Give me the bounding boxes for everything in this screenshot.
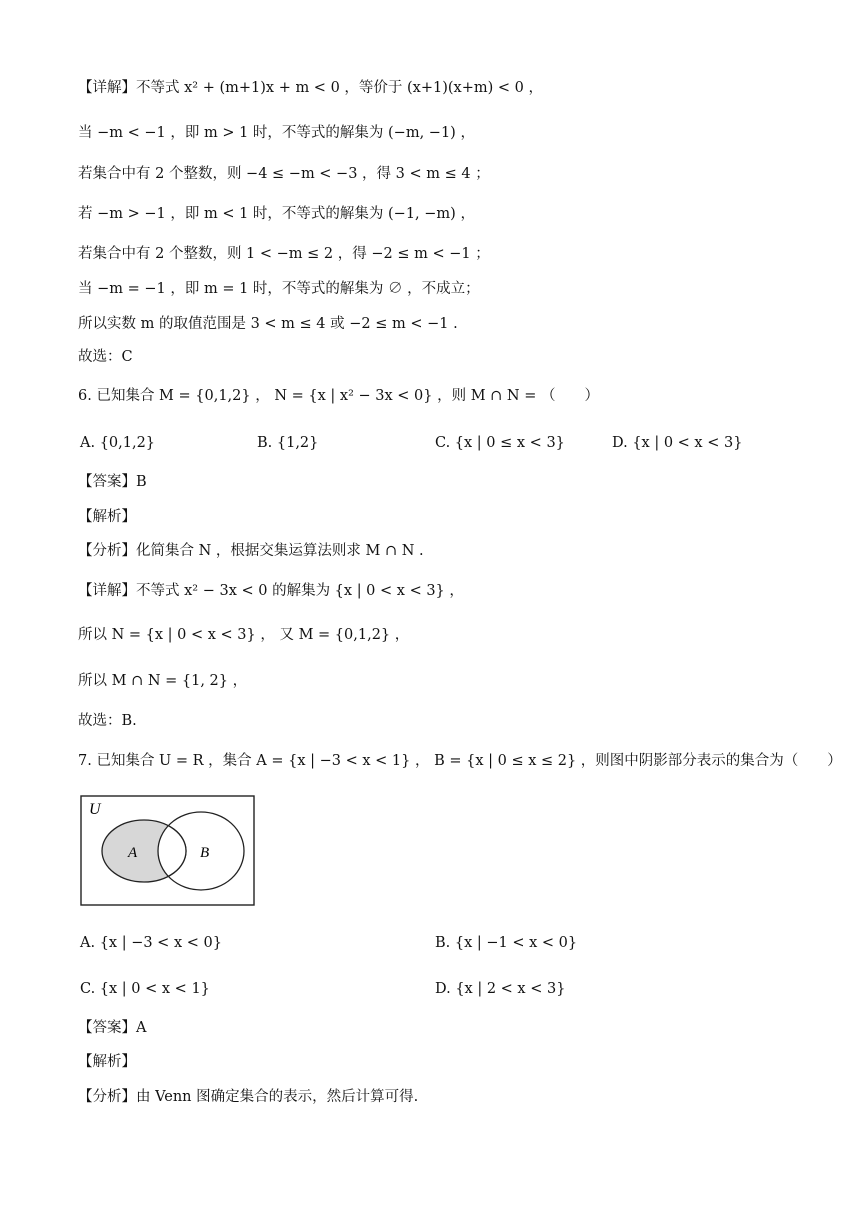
- q7-option-a: A. {x | −3 < x < 0}: [80, 935, 222, 951]
- q5-detail-line: 【详解】不等式 x² + (m+1)x + m < 0 ，等价于 (x+1)(x+m) < 0 ，: [78, 80, 543, 96]
- set-b-label: B: [200, 845, 210, 861]
- q6-detail-line: 所以 N = {x | 0 < x < 3} ， 又 M = {0,1,2} ，: [78, 627, 410, 643]
- q5-detail-line: 当 −m = −1 ，即 m = 1 时，不等式的解集为 ∅ ，不成立；: [78, 281, 480, 297]
- q7-stem: 7. 已知集合 U = R ，集合 A = {x | −3 < x < 1} ， B = {x | 0 ≤ x ≤ 2} ，则图中阴影部分表示的集合为（ ）: [78, 753, 842, 769]
- q6-detail-line: 【详解】不等式 x² − 3x < 0 的解集为 {x | 0 < x < 3} ，: [78, 583, 464, 599]
- q6-stem: 6. 已知集合 M = {0,1,2} ， N = {x | x² − 3x < 0} ，则 M ∩ N = （ ）: [78, 388, 599, 404]
- q7-analysis: 【分析】由 Venn 图确定集合的表示，然后计算可得.: [78, 1089, 419, 1105]
- universe-label: U: [89, 801, 101, 818]
- q7-option-d: D. {x | 2 < x < 3}: [435, 981, 566, 997]
- q6-detail-line: 所以 M ∩ N = {1, 2} ，: [78, 673, 248, 689]
- q7-answer: 【答案】A: [78, 1020, 147, 1036]
- q6-option-c: C. {x | 0 ≤ x < 3}: [435, 435, 565, 451]
- q7-option-c: C. {x | 0 < x < 1}: [80, 981, 210, 997]
- q5-detail-line: 若集合中有 2 个整数，则 −4 ≤ −m < −3 ，得 3 < m ≤ 4 ；: [78, 166, 490, 182]
- venn-diagram: [80, 795, 256, 907]
- q7-analysis-title: 【解析】: [78, 1054, 136, 1070]
- q6-option-d: D. {x | 0 < x < 3}: [612, 435, 743, 451]
- q7-option-b: B. {x | −1 < x < 0}: [435, 935, 578, 951]
- q5-detail-line: 若集合中有 2 个整数，则 1 < −m ≤ 2 ，得 −2 ≤ m < −1 ；: [78, 246, 490, 262]
- q5-detail-line: 所以实数 m 的取值范围是 3 < m ≤ 4 或 −2 ≤ m < −1 .: [78, 316, 458, 332]
- q6-answer: 【答案】B: [78, 474, 147, 490]
- q6-analysis: 【分析】化简集合 N ，根据交集运算法则求 M ∩ N .: [78, 543, 424, 559]
- set-a-label: A: [128, 845, 138, 861]
- q6-option-a: A. {0,1,2}: [80, 435, 156, 451]
- q5-detail-line: 若 −m > −1 ，即 m < 1 时，不等式的解集为 (−1, −m) ，: [78, 206, 475, 222]
- q6-option-b: B. {1,2}: [257, 435, 319, 451]
- q5-detail-line: 故选：C: [78, 349, 133, 365]
- q6-analysis-title: 【解析】: [78, 509, 136, 525]
- q6-detail-line: 故选：B.: [78, 713, 137, 729]
- q5-detail-line: 当 −m < −1 ，即 m > 1 时，不等式的解集为 (−m, −1) ，: [78, 125, 475, 141]
